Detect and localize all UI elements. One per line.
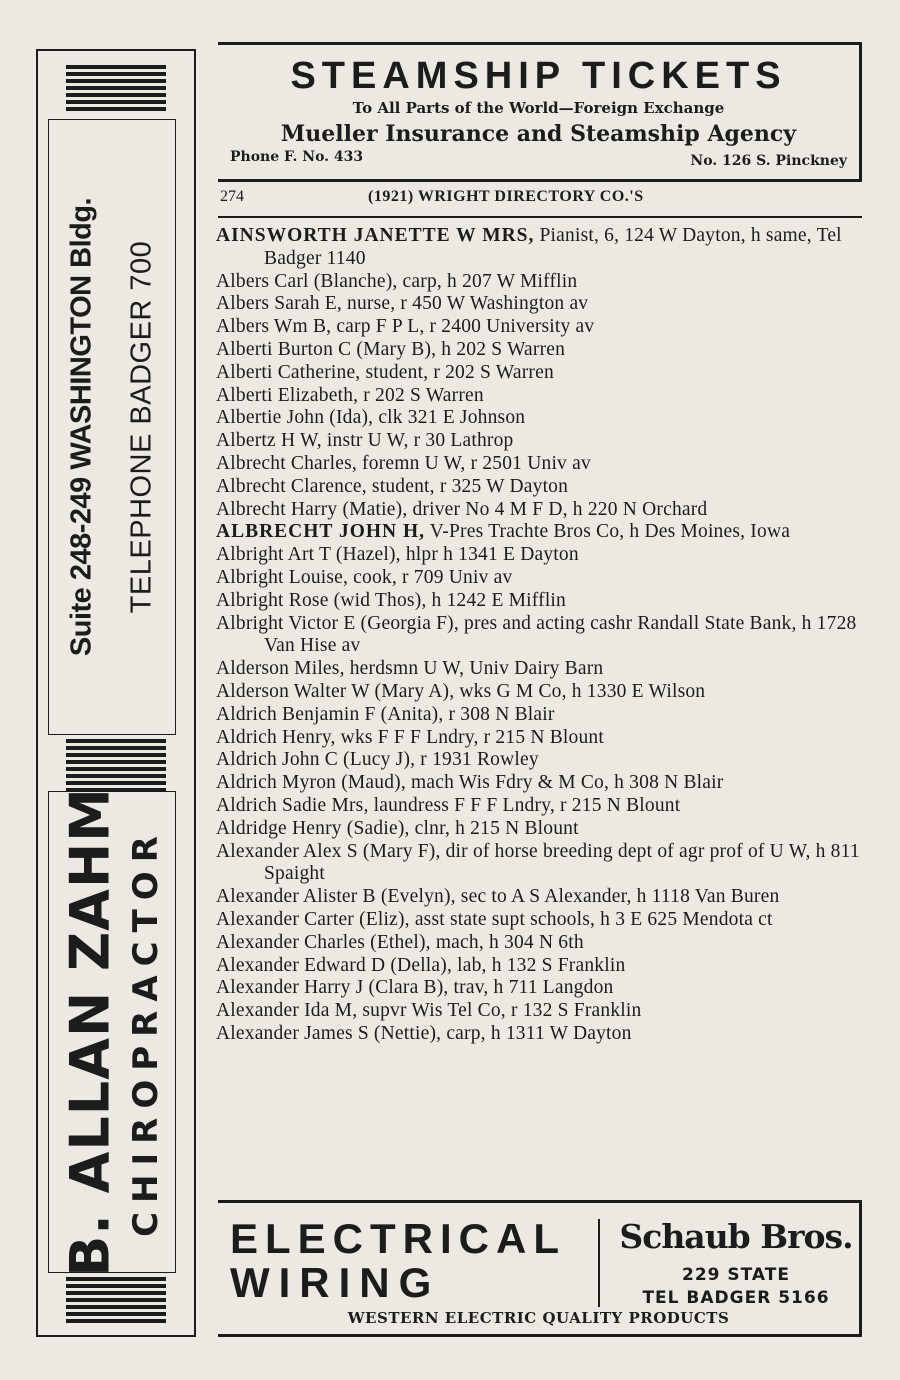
directory-entry (216, 749, 864, 772)
entry-text: Aldrich John C (Lucy J), r 1931 Rowley (216, 749, 539, 771)
directory-entry (216, 727, 864, 750)
page-title: (1921) WRIGHT DIRECTORY CO.'S (368, 188, 644, 205)
directory-entry (216, 293, 864, 316)
directory-entry (216, 544, 864, 567)
directory-entry (216, 225, 864, 271)
ad-headline: STEAMSHIP TICKETS (290, 55, 787, 97)
entry-text: V-Pres Trachte Bros Co, h Des Moines, Iowa (425, 521, 791, 543)
directory-entry (216, 271, 864, 294)
entry-text: Alexander James S (Nettie), carp, h 1311 W Dayton (216, 1022, 632, 1044)
entry-text: Albers Wm B, carp F P L, r 2400 University av (216, 316, 595, 338)
directory-entry (216, 795, 864, 818)
ad-divider (598, 1219, 600, 1307)
profession-label: CHIROPRACTOR (126, 827, 166, 1237)
directory-entry (216, 704, 864, 727)
ad-electrical: ELECTRICAL (230, 1215, 566, 1262)
ad-telephone: TEL BADGER 5166 (642, 1288, 830, 1308)
entry-text: Alderson Miles, herdsmn U W, Univ Dairy Barn (216, 658, 604, 680)
entry-text: Alexander Alex S (Mary F), dir of horse breeding dept of agr prof of U W, h 811 Spaight (216, 840, 860, 885)
telephone-number: TELEPHONE BADGER 700 (125, 240, 158, 614)
directory-entry (216, 362, 864, 385)
directory-entry (216, 932, 864, 955)
directory-entry (216, 977, 864, 1000)
directory-entry (216, 772, 864, 795)
page-number: 274 (220, 188, 244, 205)
directory-entry (216, 453, 864, 476)
entry-text: Alexander Edward D (Della), lab, h 132 S Franklin (216, 954, 626, 976)
ad-company-name: Schaub Bros. (619, 1217, 853, 1256)
entry-text: Aldrich Henry, wks F F F Lndry, r 215 N Blount (216, 726, 604, 748)
ad-company: Mueller Insurance and Steamship Agency (280, 121, 797, 147)
directory-entry (216, 385, 864, 408)
entry-text: Albertie John (Ida), clk 321 E Johnson (216, 407, 526, 429)
header-divider (218, 216, 862, 218)
entry-text: Pianist, 6, 124 W Dayton, h same, Tel Badger 1140 (264, 225, 842, 269)
ad-slogan: WESTERN ELECTRIC QUALITY PRODUCTS (347, 1309, 730, 1327)
entry-text: Albright Rose (wid Thos), h 1242 E Mifflin (216, 589, 567, 611)
entry-text: Albright Louise, cook, r 709 Univ av (216, 566, 513, 588)
directory-entry (216, 521, 864, 544)
decorative-bars-bottom (66, 1277, 166, 1326)
entry-text: Alexander Ida M, supvr Wis Tel Co, r 132 S Franklin (216, 1000, 642, 1022)
entry-text: Alberti Burton C (Mary B), h 202 S Warren (216, 338, 566, 360)
sidebar-advertisement (36, 49, 196, 1337)
suite-address: Suite 248-249 WASHINGTON Bldg. (65, 197, 98, 657)
entry-text: Albertz H W, instr U W, r 30 Lathrop (216, 430, 514, 452)
ad-tagline: To All Parts of the World—Foreign Exchange (352, 99, 725, 117)
entry-text: Alexander Charles (Ethel), mach, h 304 N 6th (216, 931, 584, 953)
directory-entry (216, 886, 864, 909)
directory-entry (216, 316, 864, 339)
directory-entry (216, 1000, 864, 1023)
entry-text: Alderson Walter W (Mary A), wks G M Co, h 1330 E Wilson (216, 680, 706, 702)
entry-text: Aldrich Benjamin F (Anita), r 308 N Blair (216, 703, 555, 725)
entry-text: Albrecht Harry (Matie), driver No 4 M F D, h 220 N Orchard (216, 498, 708, 520)
entry-text: Albright Art T (Hazel), hlpr h 1341 E Dayton (216, 544, 579, 566)
entry-text: Albers Carl (Blanche), carp, h 207 W Mifflin (216, 270, 578, 292)
directory-listing (216, 225, 864, 1046)
suite-box (48, 119, 176, 735)
directory-entry (216, 613, 864, 659)
directory-entry (216, 909, 864, 932)
directory-entry (216, 955, 864, 978)
directory-entry (216, 681, 864, 704)
directory-entry (216, 590, 864, 613)
directory-entry (216, 476, 864, 499)
entry-text: Alexander Alister B (Evelyn), sec to A S Alexander, h 1118 Van Buren (216, 886, 780, 908)
directory-entry (216, 658, 864, 681)
practitioner-name: B. ALLAN ZAHM (58, 787, 122, 1277)
ad-phone: Phone F. No. 433 (230, 149, 364, 165)
ad-street-address: 229 STATE (682, 1265, 790, 1285)
entry-text: Alexander Harry J (Clara B), trav, h 711 Langdon (216, 977, 614, 999)
entry-text: Albrecht Clarence, student, r 325 W Dayton (216, 475, 569, 497)
entry-name-bold: ALBRECHT JOHN H, (216, 521, 426, 543)
directory-entry (216, 499, 864, 522)
chiropractor-box (48, 787, 176, 1277)
directory-entry (216, 407, 864, 430)
directory-entry (216, 818, 864, 841)
entry-text: Alberti Catherine, student, r 202 S Warren (216, 361, 554, 383)
directory-entry (216, 567, 864, 590)
entry-name-bold: AINSWORTH JANETTE W MRS, (216, 225, 535, 246)
ad-address: No. 126 S. Pinckney (690, 153, 847, 169)
directory-entry (216, 430, 864, 453)
page-header (218, 186, 862, 214)
directory-entry (216, 1023, 864, 1046)
ad-wiring: WIRING (230, 1259, 441, 1306)
directory-entry (216, 339, 864, 362)
electrical-advertisement (218, 1200, 862, 1337)
entry-text: Aldrich Sadie Mrs, laundress F F F Lndry, r 215 N Blount (216, 794, 681, 816)
entry-text: Albrecht Charles, foremn U W, r 2501 Univ av (216, 452, 591, 474)
directory-entry (216, 841, 864, 887)
entry-text: Aldrich Myron (Maud), mach Wis Fdry & M Co, h 308 N Blair (216, 772, 724, 794)
steamship-advertisement (218, 42, 862, 182)
entry-text: Alberti Elizabeth, r 202 S Warren (216, 384, 484, 406)
entry-text: Albers Sarah E, nurse, r 450 W Washington av (216, 293, 589, 315)
entry-text: Aldridge Henry (Sadie), clnr, h 215 N Blount (216, 817, 579, 839)
entry-text: Alexander Carter (Eliz), asst state supt schools, h 3 E 625 Mendota ct (216, 908, 773, 930)
decorative-bars-top (66, 65, 166, 114)
entry-text: Albright Victor E (Georgia F), pres and acting cashr Randall State Bank, h 1728 Van Hise av (216, 612, 857, 657)
